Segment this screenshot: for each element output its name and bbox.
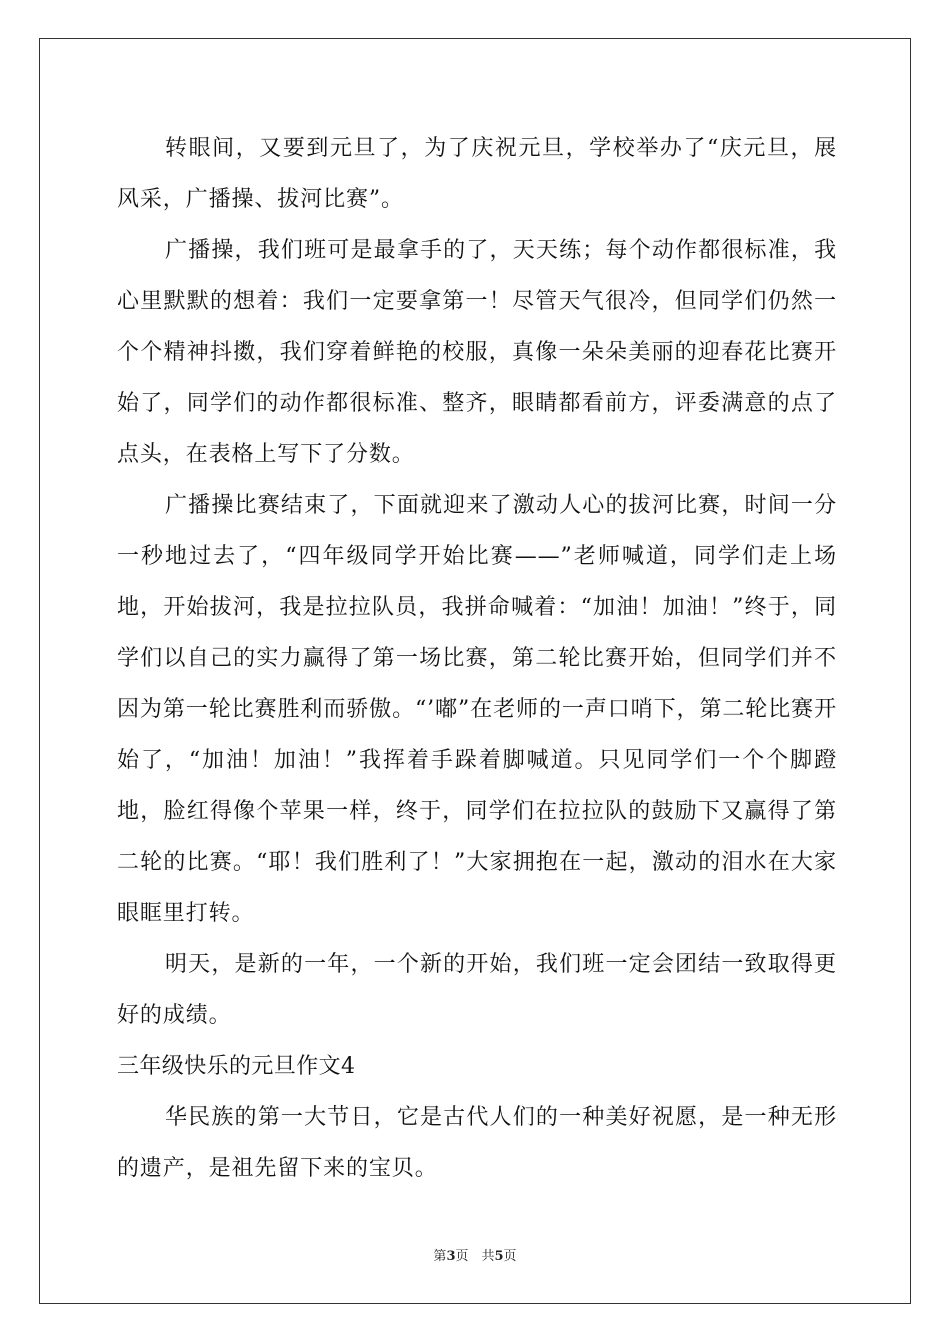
paragraph-3: 广播操比赛结束了，下面就迎来了激动人心的拔河比赛，时间一分一秒地过去了，“四年级同学开始比赛——”老师喊道，同学们走上场地，开始拔河，我是拉拉队员，我拼命喊着：“加油！加油！”终于，同学们以自己的实力赢得了第一场比赛，第二轮比赛开始，但同学们并不因为第一轮比赛胜利而骄傲。“’嘟”在老师的一声口哨下，第二轮比赛开始了，“加油！加油！”我挥着手跺着脚喊道。只见同学们一个个脚蹬地，脸红得像个苹果一样，终于，同学们在拉拉队的鼓励下又赢得了第二轮的比赛。“耶！我们胜利了！”大家拥抱在一起，激动的泪水在大家眼眶里打转。 — [117, 493, 837, 926]
paragraph-4: 明天，是新的一年，一个新的开始，我们班一定会团结一致取得更好的成绩。 — [117, 952, 837, 1028]
section-paragraph-1: 华民族的第一大节日，它是古代人们的一种美好祝愿，是一种无形的遗产，是祖先留下来的宝贝。 — [117, 1105, 837, 1181]
section-heading: 三年级快乐的元旦作文4 — [117, 1054, 356, 1079]
page-mid: 页 共 — [455, 1249, 495, 1264]
current-page-number: 3 — [446, 1249, 456, 1264]
paragraph-2: 广播操，我们班可是最拿手的了，天天练；每个动作都很标准，我心里默默的想着：我们一定要拿第一！尽管天气很冷，但同学们仍然一个个精神抖擞，我们穿着鲜艳的校服，真像一朵朵美丽的迎春花比赛开始了，同学们的动作都很标准、整齐，眼睛都看前方，评委满意的点了点头，在表格上写下了分数。 — [117, 238, 837, 467]
paragraph-1: 转眼间，又要到元旦了，为了庆祝元旦，学校举办了“庆元旦，展风采，广播操、拔河比赛”。 — [117, 136, 837, 212]
page-suffix: 页 — [503, 1249, 517, 1264]
page-prefix: 第 — [433, 1249, 447, 1264]
total-pages-number: 5 — [494, 1249, 504, 1264]
page-footer — [0, 1245, 950, 1264]
document-body — [117, 123, 837, 1194]
